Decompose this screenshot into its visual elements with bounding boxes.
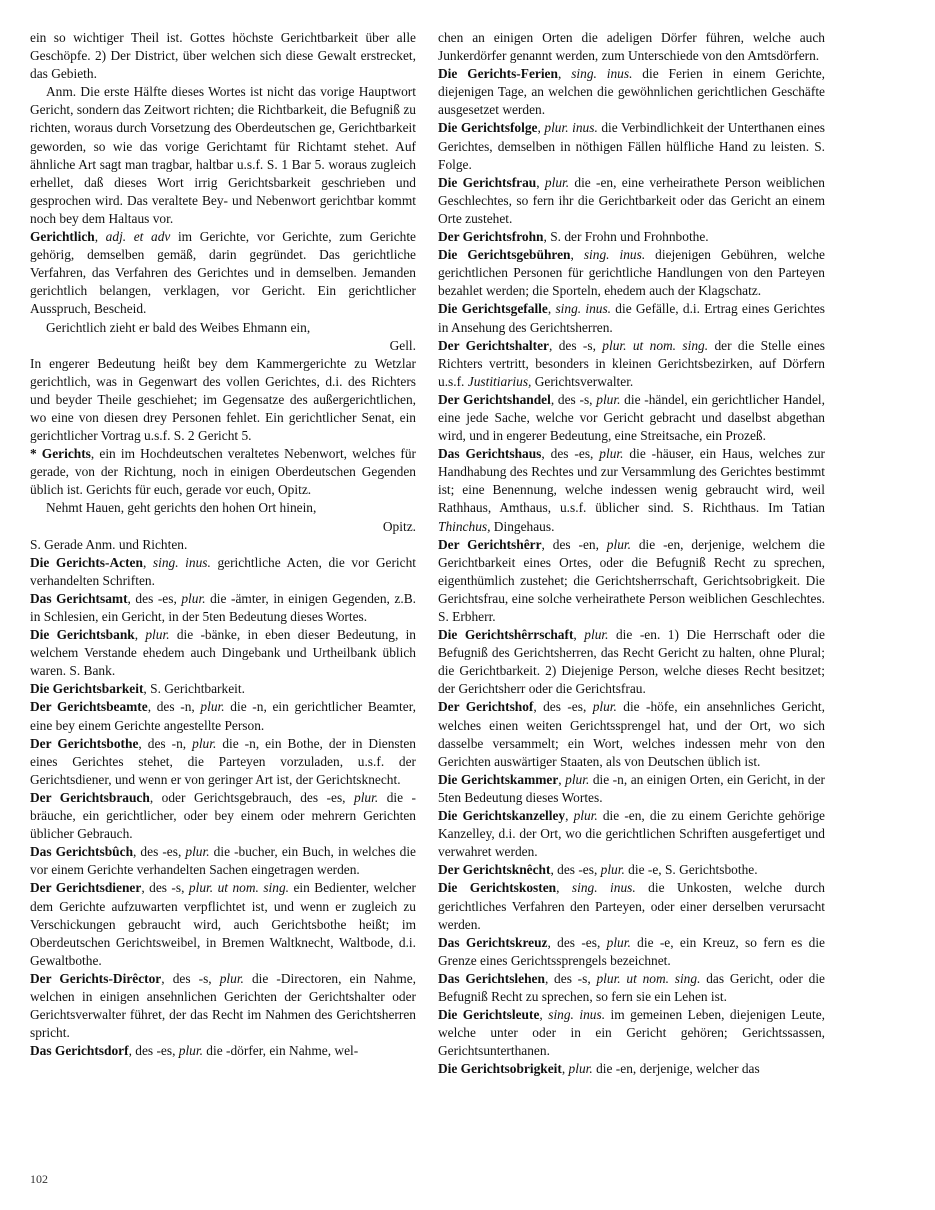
headword: Das Gerichtsamt — [30, 590, 128, 606]
dictionary-paragraph — [30, 590, 416, 626]
entry-text: , — [537, 120, 545, 136]
dictionary-paragraph — [30, 319, 416, 337]
entry-text: die -n, ein gerichtlicher Beamter, eine bey einem Gerichte angestellte Person. — [30, 699, 416, 733]
dictionary-paragraph — [30, 879, 416, 969]
entry-text: die Ferien in einem Gerichte, diejenigen Tage, an welchen die gewöhnlichen gerichtlichen Geschäfte ausgesetzet werden. — [438, 66, 826, 118]
entry-text: , des -n, — [138, 735, 193, 751]
dictionary-paragraph — [438, 698, 825, 770]
entry-text: , des -es, — [550, 862, 601, 878]
entry-text: Gell. — [389, 337, 416, 353]
entry-text: In engerer Bedeutung heißt bey dem Kammergerichte zu Wetzlar gerichtlich, was in Gegenwart des vollen Gerichtes, d.i. des Richters und beyder Theile geschiehet; im Gegensatze des außergerichtlichen, wo eine von diesen drey Personen fehlet. Ein gerichtlicher Senat, ein gerichtlicher Vortrag u.s.f. S. 2 Gericht 5. — [30, 355, 416, 444]
dictionary-paragraph — [438, 445, 825, 535]
grammar-note: sing. inus. — [555, 301, 612, 317]
grammar-note: plur. — [185, 844, 210, 860]
entry-text: , — [573, 627, 585, 643]
entry-text: die Verbindlichkeit der Unterthanen eines Gerichtes, demselben in nöthigen Fällen hülfliche Hand zu leisten. S. Folge. — [438, 120, 826, 172]
headword: Die Gerichtsleute — [438, 1007, 540, 1023]
entry-text: Anm. Die erste Hälfte dieses Wortes ist nicht das vorige Hauptwort Gericht, sondern das Zeitwort richten; die Richtbarkeit, die Befugniß zu richten, woraus durch Vorsetzung des Oberdeutschen ge, Gerichtbarkeit geworden, so wie das vorige Gerichtamt für Richtamt stehet. Auf ähnliche Art sagt man tragbar, haltbar u.s.f. S. 1 Bar 5. woraus zugleich erhellet, daß dieses Wort irrig Gerichtsbarkeit geschrieben und gesprochen wird. Das veraltete Bey- und Nebenwort gerichtbar kommt noch bey dem Haltaus vor. — [30, 84, 416, 226]
dictionary-paragraph — [30, 789, 416, 843]
grammar-note: plur. — [354, 789, 379, 805]
entry-text: , des -s, — [161, 970, 220, 986]
grammar-note: sing. inus. — [571, 66, 633, 82]
grammar-note: plur. — [584, 627, 609, 643]
dictionary-paragraph — [30, 83, 416, 228]
dictionary-paragraph — [30, 680, 416, 698]
dictionary-paragraph — [438, 174, 825, 228]
grammar-note: plur. — [606, 536, 631, 552]
entry-text: , des -es, — [128, 1043, 179, 1059]
headword: Gerichtlich — [30, 229, 95, 245]
entry-text: , — [558, 771, 566, 787]
headword: Die Gerichtshêrrschaft — [438, 627, 574, 643]
headword: Der Gerichtshêrr — [438, 536, 542, 552]
entry-text: Opitz. — [382, 518, 416, 534]
entry-text: die -en, derjenige, welchem die Gerichtbarkeit eines Ortes, oder die Befugniß Recht zu sprechen, eigenthümlich zustehet; die Gerichtsherrschaft, Gerichtsobrigkeit. Die Gerichtsfrau, eine solche verheirathete Person weiblichen Geschlechtes. S. Erbherr. — [438, 536, 825, 624]
headword: * Gerichts — [30, 446, 91, 462]
entry-text: die -höfe, ein ansehnliches Gericht, welches einen weiten Gerichtssprengel hat, und der Ort, wo sich dasselbe versammelt; ein Wort, welches indessen mehr von den Gerichten auswärtiger Staaten, als von Deutschen üblich ist. — [438, 699, 825, 769]
headword: Der Gerichtsfrohn — [438, 229, 544, 245]
grammar-note: plur. — [606, 934, 631, 950]
entry-text: die -bräuche, ein gerichtlicher, oder bey einem oder mehrern Gerichten üblicher Gebrauch. — [30, 789, 417, 842]
entry-text: , ein im Hochdeutschen veraltetes Nebenwort, welches für gerade, von der Richtung, noch in einigen Oberdeutschen Gegenden üblich ist. Gerichts für euch, gerade vor euch, Opitz. — [30, 446, 416, 498]
entry-text: die Gefälle, d.i. Ertrag eines Gerichtes in Ansehung des Gerichtsherren. — [438, 301, 825, 335]
entry-text: , S. der Frohn und Frohnbothe. — [543, 229, 709, 245]
entry-text: , — [547, 301, 556, 317]
entry-text: die -ämter, in einigen Gegenden, z.B. in Schlesien, ein Gericht, in der 5ten Bedeutung dieses Wortes. — [30, 590, 417, 624]
headword: Die Gerichtsgefalle — [438, 301, 548, 317]
entry-text: , — [94, 229, 106, 245]
headword: Das Gerichtsbûch — [30, 844, 134, 860]
dictionary-paragraph — [30, 536, 416, 554]
entry-text: die -en, die zu einem Gerichte gehörige Kanzelley, d.i. der Ort, wo die gerichtlichen Schriften ausgefertiget und verwahret werden. — [438, 808, 825, 860]
entry-text: , — [142, 554, 153, 570]
grammar-note: plur. ut nom. sing. — [602, 337, 709, 353]
entry-text: , des -es, — [541, 446, 600, 462]
entry-text: die -häuser, ein Haus, welches zur Handhabung des Rechtes und zur Versammlung des Gerichtes bestimmt ist; eine Benennung, welche indessen wenig gebraucht wird, weil Rathhaus, Amthaus, u.s.f. üblicher sind. S. Richthaus. Im Tatian — [438, 446, 826, 516]
dictionary-paragraph — [30, 735, 416, 789]
dictionary-paragraph — [30, 970, 416, 1042]
grammar-note: sing. inus. — [583, 247, 646, 263]
entry-text: , — [570, 247, 584, 263]
grammar-note: plur. — [181, 590, 206, 606]
dictionary-paragraph — [30, 228, 416, 318]
headword: Das Gerichtshaus — [438, 446, 542, 462]
entry-text: die -n, ein Bothe, der in Diensten eines Gerichtes stehet, die Parteyen vorzuladen, u.s.f. der Gerichtsdiener, und wenn er von geringer Art ist, der Gerichtsknecht. — [30, 735, 416, 787]
entry-text: die -händel, ein gerichtlicher Handel, eine jede Sache, welche vor Gericht gebracht und daselbst abgethan wird, und in engerer Bedeutung, eine Streitsache, ein Prozeß. — [438, 391, 826, 444]
entry-text: die -en, eine verheirathete Person weiblichen Geschlechtes, so fern ihr die Gerichtbarkeit oder das Gericht an einem Orte zustehet. — [438, 174, 826, 226]
dictionary-paragraph — [438, 65, 825, 119]
dictionary-paragraph — [30, 1042, 416, 1060]
entry-text: , oder Gerichtsgebrauch, des -es, — [149, 789, 355, 805]
dictionary-paragraph — [30, 843, 416, 879]
entry-text: die -dörfer, ein Nahme, wel- — [202, 1043, 359, 1059]
entry-text: , des -es, — [547, 934, 607, 950]
dictionary-paragraph — [30, 445, 416, 499]
entry-text: , — [134, 627, 146, 643]
dictionary-paragraph — [30, 499, 416, 517]
entry-text: die -Directoren, ein Nahme, welchen in einigen ansehnlichen Gerichten der Gerichtshalter oder Gerichtsverwalter führet, der das Recht im Nahmen des Gerichtsherren spricht. — [30, 970, 417, 1041]
entry-text: , — [565, 808, 574, 824]
entry-text: , — [557, 66, 572, 82]
dictionary-paragraph — [30, 554, 416, 590]
right-column — [438, 29, 825, 1078]
dictionary-paragraph — [438, 626, 825, 698]
entry-text: , des -s, — [550, 391, 597, 407]
grammar-note: plur. — [192, 735, 217, 751]
entry-text: , des -s, — [548, 337, 603, 353]
grammar-note: adj. et adv — [105, 229, 171, 245]
grammar-note: plur. — [596, 391, 621, 407]
dictionary-paragraph — [438, 119, 825, 173]
dictionary-paragraph — [438, 771, 825, 807]
entry-text: , — [536, 174, 545, 190]
dictionary-paragraph — [30, 626, 416, 680]
entry-text: der die Stelle eines Richters vertritt, besonders in kleinen Gerichtsbezirken, auf Dörfern u.s.f. — [438, 337, 825, 389]
grammar-note: sing. inus. — [548, 1007, 606, 1023]
entry-text: , des -es, — [533, 699, 593, 715]
grammar-note: plur. ut nom. sing. — [596, 970, 701, 986]
headword: Das Gerichtskreuz — [438, 934, 548, 950]
headword: Die Gerichts-Acten — [30, 554, 143, 570]
dictionary-paragraph — [30, 698, 416, 734]
entry-text: , des -es, — [127, 590, 182, 606]
headword: Der Gerichtshalter — [438, 337, 549, 353]
entry-text: , des -en, — [541, 536, 607, 552]
grammar-note: Justitiarius, — [467, 373, 532, 389]
dictionary-paragraph — [438, 246, 825, 300]
entry-text: die Unkosten, welche durch gerichtliches Verfahren den Parteyen, oder einer derselben verursacht werden. — [438, 880, 825, 932]
entry-text: , des -s, — [544, 970, 597, 986]
grammar-note: plur. ut nom. sing. — [188, 880, 289, 896]
dictionary-paragraph — [438, 879, 825, 933]
left-column — [30, 29, 416, 1060]
dictionary-paragraph — [438, 861, 825, 879]
headword: Der Gerichtsbothe — [30, 735, 139, 751]
dictionary-paragraph — [438, 337, 825, 391]
dictionary-paragraph — [438, 391, 825, 445]
grammar-note: plur. — [200, 699, 225, 715]
entry-text: im gemeinen Leben, diejenigen Leute, welche unter oder in ein Gericht gehören; Gerichtssassen, Gerichtsunterthanen. — [438, 1007, 825, 1059]
dictionary-paragraph — [438, 970, 825, 1006]
headword: Das Gerichtslehen — [438, 970, 545, 986]
grammar-note: plur. — [565, 771, 590, 787]
entry-text: die -bucher, ein Buch, in welches die vor einem Gerichte verhandelten Sachen eingetragen werden. — [30, 844, 416, 878]
entry-text: die -en, derjenige, welcher das — [592, 1061, 760, 1077]
entry-text: das Gericht, oder die Befugniß Recht zu sprechen, so fern sie ein Lehen ist. — [438, 970, 825, 1004]
headword: Die Gerichtsbank — [30, 627, 135, 643]
grammar-note: plur. — [568, 1061, 593, 1077]
dictionary-paragraph — [438, 1060, 825, 1078]
dictionary-paragraph — [438, 536, 825, 626]
grammar-note: sing. inus. — [571, 880, 636, 896]
headword: Die Gerichtsobrigkeit — [438, 1061, 562, 1077]
grammar-note: plur. inus. — [544, 120, 598, 136]
headword: Der Gerichtsbeamte — [30, 699, 148, 715]
headword: Der Gerichtsbrauch — [30, 789, 150, 805]
entry-text: gerichtliche Acten, die vor Gericht verhandelten Schriften. — [30, 554, 416, 588]
grammar-note: sing. inus. — [152, 554, 211, 570]
entry-text: Gerichtsverwalter. — [531, 373, 634, 389]
dictionary-paragraph — [30, 29, 416, 83]
dictionary-paragraph — [438, 1006, 825, 1060]
headword: Die Gerichtskammer — [438, 771, 559, 787]
headword: Der Gerichtsdiener — [30, 880, 142, 896]
grammar-note: plur. — [219, 970, 244, 986]
headword: Die Gerichtskanzelley — [438, 808, 566, 824]
entry-text: Gerichtlich zieht er bald des Weibes Ehmann ein, — [46, 319, 311, 335]
entry-text: Dingehaus. — [490, 518, 555, 534]
headword: Der Gerichtshandel — [438, 391, 551, 407]
grammar-note: plur. — [600, 862, 625, 878]
dictionary-paragraph — [438, 300, 825, 336]
grammar-note: plur. — [592, 699, 617, 715]
entry-text: , des -n, — [147, 699, 201, 715]
headword: Die Gerichtskosten — [438, 880, 557, 896]
entry-text: im Gerichte, vor Gerichte, zum Gerichte gehörig, demselben gemäß, darin gegründet. Das gerichtliche Verfahren, das Verfahren des Gerichtes und in demselben. Jemanden gerichtlich belangen, verklagen, vor Gericht. Ein gerichtlicher Ausspruch, Bescheid. — [30, 229, 416, 317]
entry-text: Nehmt Hauen, geht gerichts den hohen Ort hinein, — [46, 500, 317, 516]
entry-text: S. Gerade Anm. und Richten. — [30, 536, 188, 552]
grammar-note: Thinchus, — [438, 518, 491, 534]
entry-text: die -e, ein Kreuz, so fern es die Grenze eines Gerichtssprengels bezeichnet. — [438, 934, 825, 968]
entry-text: die -en. 1) Die Herrschaft oder die Befugniß des Gerichtsherren, das Recht Gericht zu halten, ohne Plural; die Gerichtbarkeit. 2) Diejenige Person, welche dieses Recht besitzet; der Gerichtsherr oder die Gerichtsfrau. — [438, 627, 825, 697]
headword: Die Gerichtsfrau — [438, 174, 537, 190]
headword: Die Gerichtsbarkeit — [30, 681, 144, 697]
headword: Der Gerichtshof — [438, 699, 534, 715]
verse-attribution — [30, 337, 416, 355]
entry-text: die -bänke, in eben dieser Bedeutung, in welchem Verstande ehedem auch Dingebank und Urtheilbank üblich waren. S. Bank. — [30, 627, 416, 679]
entry-text: die -e, S. Gerichtsbothe. — [624, 862, 758, 878]
headword: Die Gerichtsfolge — [438, 120, 538, 136]
entry-text: , — [556, 880, 572, 896]
entry-text: diejenigen Gebühren, welche gerichtlichen Personen für gerichtliche Handlungen von den Parteyen bezahlet werden; die Sporteln, ehedem auch der Klagschatz. — [438, 247, 825, 299]
headword: Die Gerichts-Ferien — [438, 66, 558, 82]
entry-text: , — [561, 1061, 569, 1077]
grammar-note: plur. — [145, 627, 170, 643]
entry-text: ein so wichtiger Theil ist. Gottes höchste Gerichtbarkeit über alle Geschöpfe. 2) Der District, über welchen sich diese Gewalt erstrecket, das Gebieth. — [30, 30, 416, 82]
grammar-note: plur. — [544, 174, 570, 190]
dictionary-paragraph — [438, 934, 825, 970]
grammar-note: plur. — [178, 1043, 203, 1059]
headword: Der Gerichtsknêcht — [438, 862, 551, 878]
dictionary-paragraph — [30, 355, 416, 445]
entry-text: , des -s, — [141, 880, 189, 896]
entry-text: ein Bedienter, welcher dem Gerichte aufzuwarten verpflichtet ist, und wenn er zugleich zu Verschickungen gebraucht wird, auch Gerichtsbothe heißt; im Oberdeutschen Gerichtsweibel, in Bremen Waltknecht, Waltbode, d.i. Gewaltbothe. — [30, 880, 416, 968]
page-number: 102 — [30, 1172, 48, 1186]
headword: Das Gerichtsdorf — [30, 1043, 129, 1059]
verse-attribution — [30, 518, 416, 536]
dictionary-paragraph — [438, 807, 825, 861]
grammar-note: plur. — [599, 446, 624, 462]
entry-text: , — [539, 1007, 549, 1023]
headword: Der Gerichts-Dirêctor — [30, 970, 162, 986]
grammar-note: plur. — [573, 808, 598, 824]
entry-text: , des -es, — [133, 844, 186, 860]
dictionary-paragraph — [438, 29, 825, 65]
dictionary-paragraph — [438, 228, 825, 246]
headword: Die Gerichtsgebühren — [438, 247, 571, 263]
entry-text: chen an einigen Orten die adeligen Dörfer führen, welche auch Junkerdörfer genannt werden, zum Unterschiede von den Amtsdörfern. — [438, 30, 825, 64]
entry-text: , S. Gerichtbarkeit. — [143, 681, 245, 697]
entry-text: die -n, an einigen Orten, ein Gericht, in der 5ten Bedeutung dieses Wortes. — [438, 771, 825, 805]
